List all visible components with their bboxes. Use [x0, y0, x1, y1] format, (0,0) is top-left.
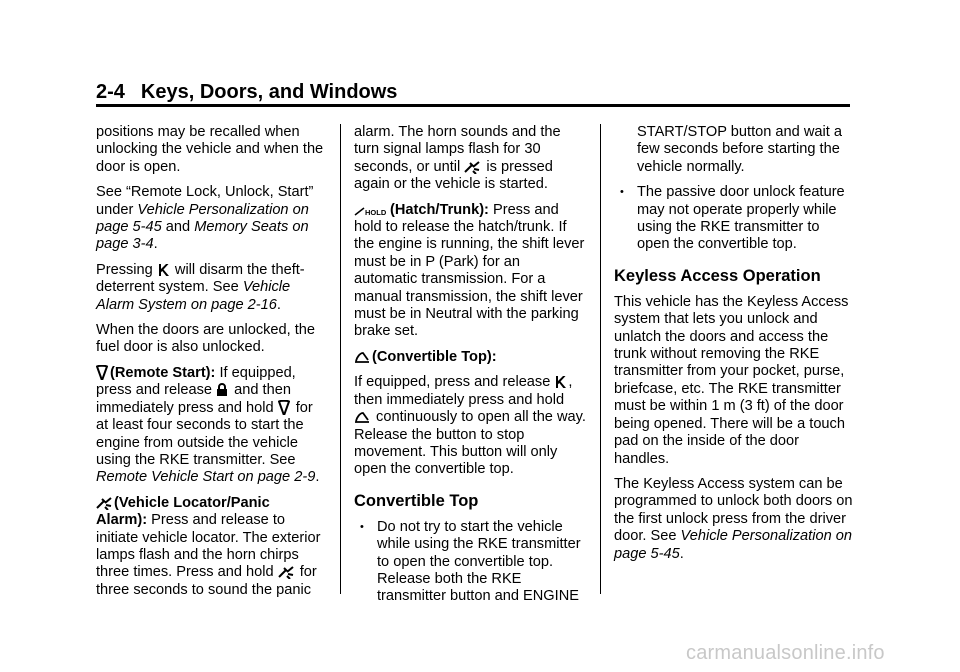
- paragraph: [96, 365, 324, 487]
- text: If equipped, press and release: [96, 364, 296, 399]
- bullet-list: [614, 184, 854, 254]
- text: , then immediately press and hold: [354, 374, 573, 408]
- horn-locator-icon: [464, 160, 480, 175]
- convertible-top-icon: [354, 350, 370, 365]
- text: .: [276, 296, 281, 313]
- paragraph: [614, 294, 854, 468]
- column-2: [354, 124, 586, 614]
- page-number: 2-4: [96, 81, 125, 103]
- feature-label: (Convertible Top):: [372, 348, 497, 365]
- remote-start-icon: [96, 365, 108, 381]
- paragraph: [354, 124, 586, 194]
- column-divider-2: [600, 124, 601, 594]
- text: The Keyless Access system can be programmed to unlock both doors on the first unlock press from the driver door. See: [614, 475, 853, 545]
- text: This vehicle has the Keyless Access system that lets you unlock and unlatch the doors and access the trunk without removing the RKE transmitter from your pocket, purse, briefcase, etc. The RKE transmitter must be within 1 m (3 ft) of the door being opened. There will be a touch pad on the inside of the door handles.: [614, 293, 849, 467]
- text: Pressing: [96, 261, 157, 278]
- unlock-icon: [554, 375, 566, 390]
- paragraph: [354, 202, 586, 341]
- horn-locator-icon: [96, 496, 112, 511]
- text: Do not try to start the vehicle while using the RKE transmitter to open the convertible top. Release both the RKE transmitter button and ENGINE: [377, 518, 581, 605]
- feature-label: (Remote Start):: [110, 364, 216, 381]
- text: See “Remote Lock, Unlock, Start” under: [96, 184, 314, 218]
- text: positions may be recalled when unlocking the vehicle and when the door is open.: [96, 124, 324, 175]
- text: The passive door unlock feature may not operate properly while using the RKE transmitter to open the convertible top.: [637, 184, 845, 253]
- text: continuously to open all the way. Release the button to stop movement. This button will only open the convertible top.: [354, 409, 586, 478]
- bullet-list: [354, 519, 586, 606]
- cross-reference-link[interactable]: Vehicle Personalization on page 5-45: [96, 201, 309, 236]
- paragraph: [96, 322, 324, 357]
- bullet-glyph: •: [360, 520, 364, 533]
- text: alarm. The horn sounds and the turn signal lamps flash for 30 seconds, or until: [354, 124, 561, 175]
- cross-reference-link[interactable]: Vehicle Personalization on page 5-45: [614, 528, 852, 562]
- paragraph: [614, 476, 854, 563]
- paragraph: [96, 184, 324, 254]
- section-heading: Keyless Access Operation: [614, 266, 821, 285]
- unlock-icon: [157, 263, 169, 278]
- horn-locator-icon: [278, 565, 294, 580]
- list-item: [614, 184, 854, 254]
- trunk-hold-icon: [354, 203, 388, 218]
- list-item: [354, 519, 586, 606]
- text: .: [315, 469, 320, 486]
- feature-label: (Hatch/Trunk):: [390, 201, 489, 218]
- header-rule: [96, 104, 850, 107]
- text: .: [679, 545, 684, 562]
- remote-start-icon: [278, 400, 290, 416]
- text: Press and release to initiate vehicle locator. The exterior lamps flash and the horn chirps three times. Press and hold: [96, 512, 321, 581]
- column-divider-1: [340, 124, 341, 594]
- text: for three seconds to sound the panic: [96, 564, 317, 598]
- lock-icon: [216, 383, 228, 398]
- text: START/STOP button and wait a few seconds before starting the vehicle normally.: [637, 124, 842, 175]
- text: If equipped, press and release: [354, 374, 555, 391]
- text: and then immediately press and hold: [96, 382, 291, 416]
- text: will disarm the theft-deterrent system. See: [96, 261, 305, 296]
- text: When the doors are unlocked, the fuel door is also unlocked.: [96, 322, 316, 356]
- column-3: [614, 124, 854, 571]
- page-header: [96, 80, 850, 104]
- text: is pressed again or the vehicle is started.: [354, 158, 553, 193]
- convertible-top-icon: [354, 410, 370, 425]
- bullet-glyph: •: [620, 186, 624, 199]
- watermark: carmanualsonline.info: [686, 642, 885, 664]
- text: .: [153, 236, 158, 253]
- cross-reference-link[interactable]: Remote Vehicle Start on page 2-9: [96, 469, 316, 486]
- column-1: [96, 124, 324, 607]
- chapter-title: Keys, Doors, and Windows: [140, 81, 398, 103]
- cross-reference-link[interactable]: Memory Seats on page 3-4: [96, 219, 309, 253]
- text: for at least four seconds to start the engine from outside the vehicle using the RKE transmitter. See: [96, 399, 313, 468]
- list-item-continuation: [614, 124, 854, 176]
- svg-text:HOLD: HOLD: [365, 207, 387, 217]
- text: and: [161, 219, 195, 236]
- feature-label: (Vehicle Locator/Panic Alarm):: [96, 494, 270, 529]
- cross-reference-link[interactable]: Vehicle Alarm System on page 2-16: [96, 279, 291, 313]
- text: Press and hold to release the hatch/trunk. If the engine is running, the shift lever must be in P (Park) for an automatic transmission. For a manual transmission, the shift lever must be in Neutral with the parking brake set.: [354, 201, 585, 340]
- paragraph: [96, 262, 324, 314]
- section-heading: Convertible Top: [354, 491, 479, 510]
- paragraph: [96, 495, 324, 599]
- paragraph: [96, 124, 324, 176]
- paragraph: [354, 374, 586, 478]
- paragraph: [354, 349, 586, 366]
